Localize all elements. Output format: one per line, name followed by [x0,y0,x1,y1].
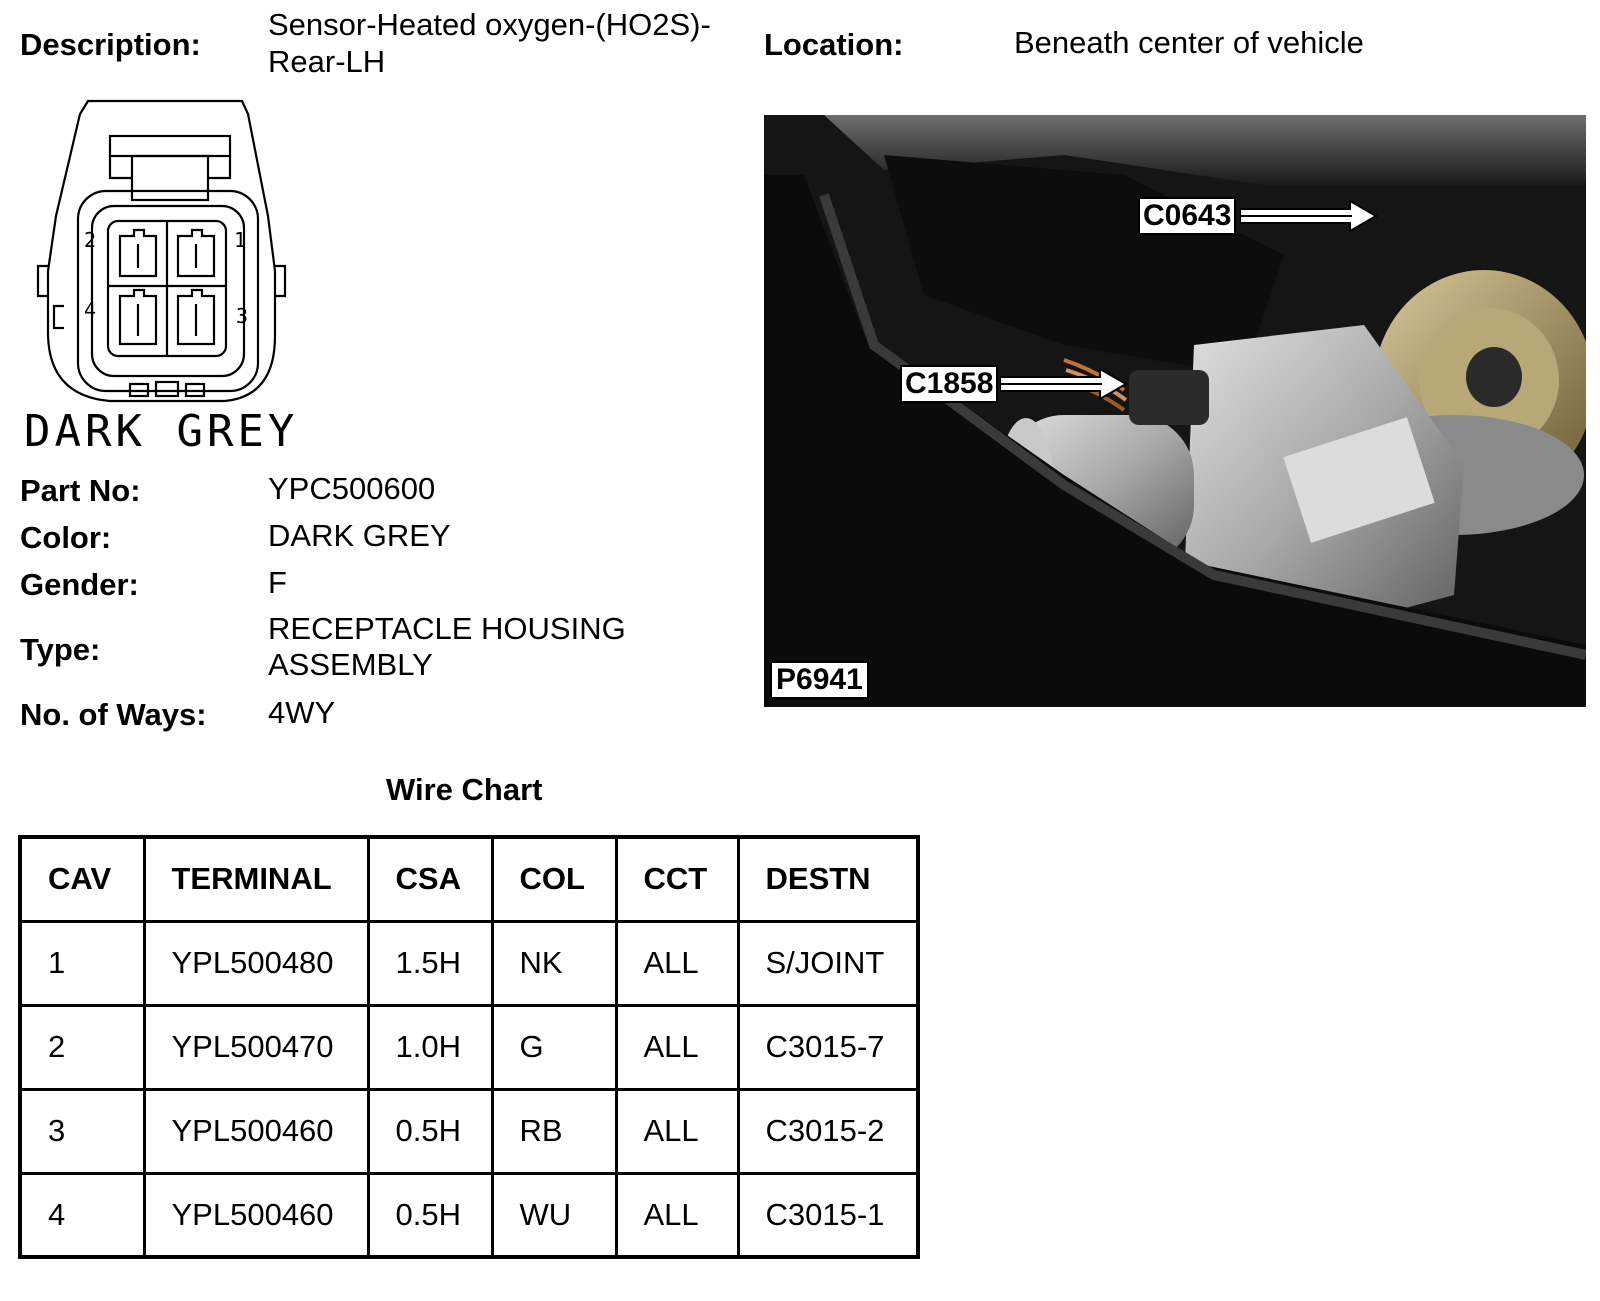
gender-value: F [268,565,287,600]
callout-c0643-arrow [1240,199,1380,233]
column-header: CSA [368,837,492,921]
column-header: TERMINAL [144,837,368,921]
location-value: Beneath center of vehicle [1014,25,1364,60]
table-cell: YPL500460 [144,1173,368,1257]
table-cell: YPL500460 [144,1089,368,1173]
description-line-2: Rear-LH [268,44,386,79]
ways-label: No. of Ways: [20,697,207,732]
table-row [20,921,918,1005]
pin-label-4: 4 [84,298,97,322]
gender-label: Gender: [20,567,139,602]
table-cell: YPL500470 [144,1005,368,1089]
table-row [20,1005,918,1089]
column-header: COL [492,837,616,921]
table-cell: 3 [20,1089,144,1173]
table-cell: ALL [616,921,738,1005]
ways-value: 4WY [268,695,336,730]
table-cell: ALL [616,1173,738,1257]
type-label: Type: [20,632,101,667]
pin-label-1: 1 [234,228,247,252]
table-cell: G [492,1005,616,1089]
table-row [20,1173,918,1257]
table-cell: 2 [20,1005,144,1089]
description-label: Description: [20,27,201,62]
callout-c1858-arrow [1000,367,1130,401]
table-cell: 4 [20,1173,144,1257]
type-value-line-1: RECEPTACLE HOUSING [268,611,626,646]
table-cell: 1 [20,921,144,1005]
type-value-line-2: ASSEMBLY [268,647,433,682]
column-header: CAV [20,837,144,921]
table-cell: C3015-2 [738,1089,918,1173]
table-cell: C3015-7 [738,1005,918,1089]
table-cell: ALL [616,1089,738,1173]
table-cell: 1.5H [368,921,492,1005]
table-cell: YPL500480 [144,921,368,1005]
color-value: DARK GREY [268,518,451,553]
pin-label-3: 3 [236,304,249,328]
location-label: Location: [764,27,904,62]
pin-label-2: 2 [84,228,97,252]
table-cell: 1.0H [368,1005,492,1089]
table-cell: 0.5H [368,1173,492,1257]
wire-chart-table [18,835,920,1259]
column-header: DESTN [738,837,918,921]
table-header-row [20,837,918,921]
table-cell: WU [492,1173,616,1257]
part-no-label: Part No: [20,473,141,508]
color-label: Color: [20,520,112,555]
column-header: CCT [616,837,738,921]
part-no-value: YPC500600 [268,471,436,506]
callout-c1858: C1858 [900,365,998,403]
table-cell: NK [492,921,616,1005]
table-cell: S/JOINT [738,921,918,1005]
table-cell: RB [492,1089,616,1173]
table-cell: C3015-1 [738,1173,918,1257]
description-line-1: Sensor-Heated oxygen-(HO2S)- [268,7,711,42]
location-photo [764,115,1586,707]
table-cell: 0.5H [368,1089,492,1173]
table-row [20,1089,918,1173]
wire-chart-title: Wire Chart [386,772,543,807]
connector-face-diagram [20,96,320,466]
table-cell: ALL [616,1005,738,1089]
connector-color-caption: DARK GREY [24,406,299,457]
photo-id-label: P6941 [770,661,869,699]
callout-c0643: C0643 [1138,197,1236,235]
